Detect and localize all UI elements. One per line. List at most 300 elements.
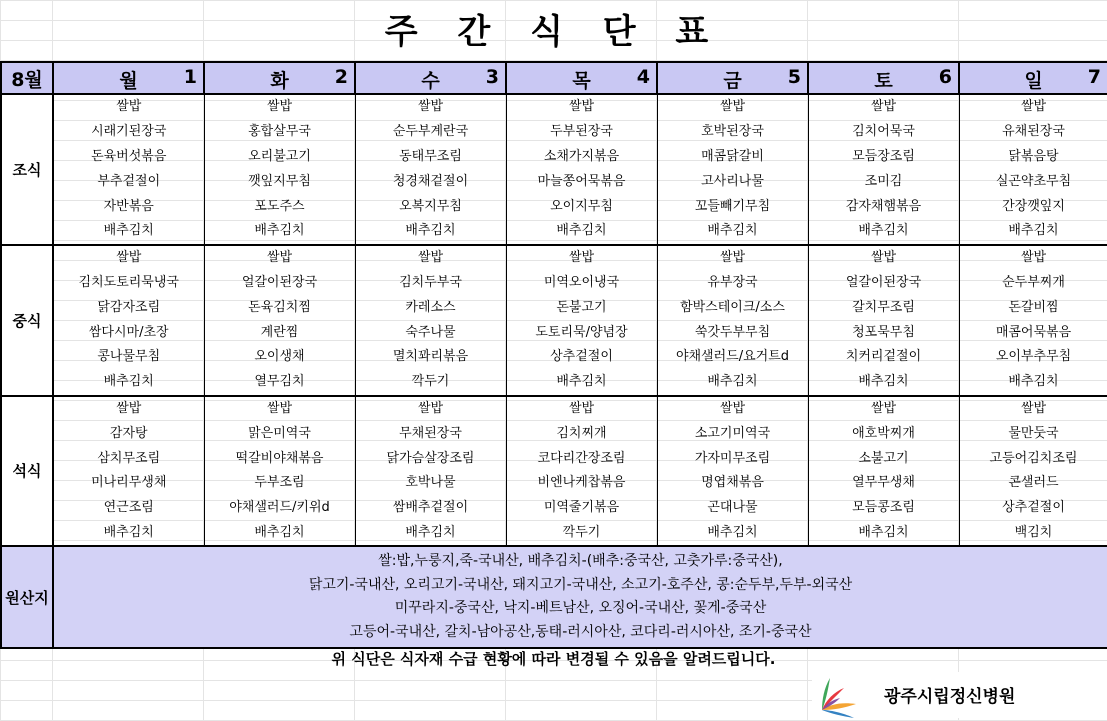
menu-item-text: 배추김치: [254, 524, 305, 540]
menu-item: [808, 145, 959, 170]
menu-item-text: 비엔나케찹볶음: [537, 475, 626, 491]
menu-item-text: 콘샐러드: [1008, 475, 1059, 491]
menu-item: [204, 145, 355, 170]
menu-item: [959, 169, 1107, 194]
menu-item-text: 쌀밥: [568, 99, 595, 115]
menu-item-text: 쌀밥: [1020, 400, 1047, 416]
menu-item: [506, 194, 657, 219]
day-name: 금: [723, 70, 742, 92]
menu-item: [53, 295, 204, 320]
menu-item-text: 오이생채: [254, 349, 305, 365]
menu-item-text: 동태무조림: [399, 148, 462, 164]
menu-item: [204, 219, 355, 245]
menu-item-text: 물만둣국: [1008, 425, 1059, 441]
origin-line: 미꾸라지-중국산, 낙지-베트남산, 오징어-국내산, 꽃게-중국산: [394, 600, 767, 617]
menu-row: [1, 169, 1107, 194]
menu-row: [1, 370, 1107, 396]
menu-item-text: 조미김: [864, 173, 903, 189]
menu-item: [657, 94, 808, 120]
menu-item: [657, 421, 808, 446]
menu-item: [204, 194, 355, 219]
menu-item: [959, 446, 1107, 471]
menu-item-text: 야채샐러드/키위d: [229, 500, 330, 516]
menu-item: [355, 370, 506, 396]
day-header: [355, 62, 506, 94]
menu-item-text: 두부조림: [254, 475, 305, 491]
day-number: 6: [938, 66, 952, 88]
menu-item: [808, 295, 959, 320]
menu-item-text: 간장깻잎지: [1002, 198, 1065, 214]
menu-item: [506, 521, 657, 547]
menu-item-text: 오복지무침: [399, 198, 462, 214]
menu-item: [506, 271, 657, 296]
menu-item: [657, 219, 808, 245]
menu-item-text: 김치도토리묵냉국: [78, 274, 179, 290]
menu-item: [657, 396, 808, 422]
menu-item-text: 카레소스: [405, 299, 456, 315]
menu-row: [1, 194, 1107, 219]
menu-item: [506, 169, 657, 194]
menu-item-text: 배추김치: [858, 524, 909, 540]
menu-row: [1, 446, 1107, 471]
menu-item: [506, 471, 657, 496]
menu-item-text: 열무무생채: [852, 475, 915, 491]
menu-item: [657, 194, 808, 219]
menu-item: [808, 245, 959, 271]
day-number: 1: [183, 66, 197, 88]
menu-item-text: 감자탕: [109, 425, 148, 441]
menu-item-text: 코다리간장조림: [537, 450, 626, 466]
origin-label: 원산지: [1, 546, 53, 648]
menu-item: [959, 120, 1107, 145]
menu-item-text: 깍두기: [562, 524, 601, 540]
menu-item: [657, 271, 808, 296]
menu-item-text: 맑은미역국: [248, 425, 311, 441]
menu-item-text: 쌀밥: [1020, 99, 1047, 115]
menu-item-text: 얼갈이된장국: [241, 274, 318, 290]
menu-item-text: 돈갈비찜: [1008, 299, 1059, 315]
notice-text: 위 식단은 식자재 수급 현황에 따라 변경될 수 있음을 알려드립니다.: [331, 650, 776, 668]
menu-item: [53, 496, 204, 521]
menu-item: [959, 370, 1107, 396]
weekly-menu-table: [0, 61, 1107, 649]
menu-item: [53, 320, 204, 345]
menu-item-text: 콩나물무침: [97, 349, 161, 365]
day-name: 토: [874, 70, 893, 92]
menu-item-text: 야채샐러드/요거트d: [675, 349, 790, 365]
menu-item-text: 소채가지볶음: [543, 148, 620, 164]
origin-row: [1, 546, 1107, 648]
menu-item: [506, 145, 657, 170]
menu-item: [959, 145, 1107, 170]
menu-item: [657, 245, 808, 271]
menu-item-text: 모듬장조림: [852, 148, 915, 164]
menu-item-text: 무채된장국: [399, 425, 462, 441]
menu-row: [1, 421, 1107, 446]
menu-item: [657, 320, 808, 345]
menu-item: [204, 120, 355, 145]
menu-item: [204, 271, 355, 296]
menu-item-text: 쌀밥: [266, 250, 293, 266]
menu-item: [808, 271, 959, 296]
menu-item: [959, 421, 1107, 446]
menu-item: [959, 219, 1107, 245]
menu-item: [204, 396, 355, 422]
menu-item-text: 실곤약초무침: [995, 173, 1072, 189]
hospital-signature: [812, 672, 1107, 718]
menu-item: [53, 94, 204, 120]
menu-item-text: 백김치: [1014, 524, 1053, 540]
menu-item-text: 상추겉절이: [1002, 500, 1065, 516]
menu-item-text: 계란찜: [260, 324, 299, 340]
menu-item-text: 연근조림: [103, 500, 154, 516]
menu-item: [204, 169, 355, 194]
menu-item-text: 배추김치: [103, 524, 154, 540]
menu-item: [808, 169, 959, 194]
menu-item-text: 닭볶음탕: [1008, 148, 1059, 164]
menu-item: [506, 219, 657, 245]
origin-line: 고등어-국내산, 갈치-남아공산,동태-러시아산, 코다리-러시아산, 조기-중국산: [349, 623, 812, 640]
menu-item: [657, 370, 808, 396]
menu-item: [53, 145, 204, 170]
menu-item-text: 배추김치: [858, 223, 909, 239]
menu-item: [204, 320, 355, 345]
menu-item-text: 배추김치: [1008, 374, 1059, 390]
menu-item: [959, 320, 1107, 345]
menu-row: [1, 145, 1107, 170]
menu-item: [355, 521, 506, 547]
menu-item-text: 소불고기: [858, 450, 909, 466]
menu-item: [355, 271, 506, 296]
menu-item-text: 호박된장국: [701, 124, 764, 140]
menu-item-text: 쌀밥: [568, 250, 595, 266]
menu-item: [355, 194, 506, 219]
menu-item: [204, 94, 355, 120]
day-number: 5: [787, 66, 801, 88]
menu-item-text: 상추겉절이: [550, 349, 613, 365]
meal-label: 중식: [1, 245, 53, 396]
day-header: [657, 62, 808, 94]
menu-item-text: 소고기미역국: [694, 425, 771, 441]
menu-item-text: 오이지무침: [550, 198, 613, 214]
menu-item-text: 삼치무조림: [97, 450, 161, 466]
menu-item: [355, 245, 506, 271]
menu-item-text: 배추김치: [405, 223, 456, 239]
menu-item: [53, 271, 204, 296]
menu-item-text: 매콤닭갈비: [701, 148, 764, 164]
menu-item-text: 미역오이냉국: [543, 274, 620, 290]
origin-line: 쌀:밥,누룽지,죽-국내산, 배추김치-(배추:중국산, 고춧가루:중국산),: [378, 553, 783, 570]
menu-item: [959, 245, 1107, 271]
menu-item-text: 포도주스: [254, 198, 305, 214]
menu-item-text: 숙주나물: [405, 324, 456, 340]
menu-item: [506, 446, 657, 471]
menu-item-text: 쌀밥: [719, 99, 746, 115]
menu-item: [204, 496, 355, 521]
menu-item: [355, 446, 506, 471]
menu-item: [808, 446, 959, 471]
menu-item-text: 모듬콩조림: [852, 500, 915, 516]
menu-item-text: 쌈다시마/초장: [88, 324, 169, 340]
menu-item-text: 두부된장국: [550, 124, 613, 140]
menu-item: [53, 471, 204, 496]
menu-item: [53, 421, 204, 446]
menu-item: [657, 496, 808, 521]
menu-row: [1, 245, 1107, 271]
menu-item: [53, 219, 204, 245]
day-name: 수: [421, 70, 440, 92]
menu-item: [808, 396, 959, 422]
menu-item-text: 배추김치: [556, 374, 607, 390]
menu-row: [1, 396, 1107, 422]
menu-item: [355, 120, 506, 145]
menu-item: [355, 219, 506, 245]
menu-row: [1, 345, 1107, 370]
menu-item: [355, 396, 506, 422]
menu-item: [204, 295, 355, 320]
menu-item-text: 갈치무조림: [852, 299, 915, 315]
menu-item: [355, 295, 506, 320]
menu-item: [959, 471, 1107, 496]
menu-item-text: 유채된장국: [1002, 124, 1065, 140]
day-name: 목: [572, 70, 591, 92]
menu-item: [53, 521, 204, 547]
day-name: 월: [119, 70, 138, 92]
menu-item: [657, 120, 808, 145]
menu-item-text: 매콤어묵볶음: [995, 324, 1072, 340]
menu-item-text: 순두부계란국: [392, 124, 469, 140]
day-name: 화: [270, 70, 289, 92]
menu-item-text: 치커리겉절이: [845, 349, 922, 365]
menu-item-text: 열무김치: [254, 374, 305, 390]
menu-item: [53, 120, 204, 145]
menu-item-text: 배추김치: [707, 524, 758, 540]
menu-item-text: 쌀밥: [870, 99, 897, 115]
menu-item-text: 배추김치: [556, 223, 607, 239]
menu-item: [53, 194, 204, 219]
day-number: 7: [1087, 66, 1101, 88]
menu-item-text: 쌀밥: [417, 99, 444, 115]
menu-item-text: 꼬들빼기무침: [694, 198, 771, 214]
menu-item: [204, 421, 355, 446]
menu-item-text: 애호박찌개: [852, 425, 915, 441]
menu-item: [53, 396, 204, 422]
menu-item: [506, 421, 657, 446]
menu-item: [808, 345, 959, 370]
menu-item: [506, 496, 657, 521]
menu-item: [506, 245, 657, 271]
menu-item-text: 청경채겉절이: [392, 173, 469, 189]
menu-item: [506, 320, 657, 345]
menu-item-text: 쑥갓두부무침: [694, 324, 771, 340]
menu-item: [959, 271, 1107, 296]
menu-item-text: 쌀밥: [719, 250, 746, 266]
menu-item-text: 배추김치: [103, 374, 154, 390]
menu-item: [808, 496, 959, 521]
menu-item: [808, 421, 959, 446]
menu-item-text: 유부장국: [707, 274, 758, 290]
menu-item: [53, 446, 204, 471]
day-header: [204, 62, 355, 94]
menu-item-text: 쌀밥: [266, 99, 293, 115]
day-number: 2: [334, 66, 348, 88]
menu-item: [506, 94, 657, 120]
menu-item: [959, 396, 1107, 422]
menu-item: [657, 521, 808, 547]
menu-item: [355, 421, 506, 446]
menu-row: [1, 496, 1107, 521]
menu-item-text: 돈육김치찜: [248, 299, 311, 315]
menu-item: [657, 471, 808, 496]
menu-item-text: 미나리무생채: [91, 475, 167, 491]
menu-item: [355, 496, 506, 521]
menu-row: [1, 120, 1107, 145]
menu-item-text: 쌀밥: [1020, 250, 1047, 266]
menu-item-text: 자반볶음: [103, 198, 154, 214]
menu-item: [808, 320, 959, 345]
month-label: 8월: [1, 62, 53, 94]
menu-item-text: 쌀밥: [568, 400, 595, 416]
menu-item: [204, 345, 355, 370]
day-number: 4: [636, 66, 650, 88]
menu-item: [355, 471, 506, 496]
menu-item-text: 쌀밥: [870, 250, 897, 266]
menu-item: [657, 446, 808, 471]
menu-item: [355, 320, 506, 345]
menu-item-text: 고사리나물: [701, 173, 764, 189]
menu-item: [204, 521, 355, 547]
menu-item-text: 떡갈비야채볶음: [235, 450, 324, 466]
menu-item: [959, 94, 1107, 120]
menu-row: [1, 471, 1107, 496]
menu-item-text: 도토리묵/양념장: [535, 324, 628, 340]
menu-item-text: 홍합살무국: [248, 124, 311, 140]
menu-item: [808, 370, 959, 396]
menu-item: [657, 295, 808, 320]
menu-item: [53, 245, 204, 271]
menu-item: [53, 345, 204, 370]
menu-item-text: 얼갈이된장국: [845, 274, 922, 290]
menu-item: [959, 496, 1107, 521]
menu-item-text: 쌀밥: [266, 400, 293, 416]
menu-item-text: 깍두기: [411, 374, 450, 390]
menu-item-text: 닭가슴살장조림: [386, 450, 475, 466]
menu-item-text: 쌀밥: [116, 250, 142, 266]
hospital-name: 광주시립정신병원: [884, 687, 1016, 707]
menu-item-text: 마늘쫑어묵볶음: [537, 173, 626, 189]
meal-label: 석식: [1, 396, 53, 547]
origin-info: [53, 546, 1107, 648]
menu-item-text: 고등어김치조림: [989, 450, 1078, 466]
menu-row: [1, 219, 1107, 245]
menu-item-text: 가자미무조림: [694, 450, 771, 466]
menu-item-text: 쌀밥: [116, 400, 142, 416]
menu-row: [1, 295, 1107, 320]
menu-item-text: 감자채햄볶음: [845, 198, 922, 214]
menu-item: [808, 219, 959, 245]
menu-item-text: 곤대나물: [707, 500, 758, 516]
menu-item-text: 미역줄기볶음: [543, 500, 620, 516]
menu-item-text: 쌈배추겉절이: [392, 500, 469, 516]
menu-item: [506, 120, 657, 145]
menu-item-text: 명엽채볶음: [701, 475, 764, 491]
menu-item-text: 청포묵무침: [852, 324, 915, 340]
menu-item-text: 오리불고기: [248, 148, 311, 164]
menu-item-text: 오이부추무침: [995, 349, 1072, 365]
page-title: 주 간 식 단 표: [384, 12, 723, 52]
menu-item: [204, 370, 355, 396]
menu-item-text: 쌀밥: [417, 250, 444, 266]
menu-item-text: 호박나물: [405, 475, 456, 491]
menu-item-text: 김치어묵국: [852, 124, 915, 140]
menu-item: [959, 295, 1107, 320]
menu-item-text: 시래기된장국: [91, 124, 167, 140]
menu-item: [355, 345, 506, 370]
menu-item-text: 돈불고기: [556, 299, 607, 315]
menu-item: [204, 446, 355, 471]
menu-item: [204, 245, 355, 271]
menu-row: [1, 271, 1107, 296]
menu-row: [1, 521, 1107, 547]
day-header: [959, 62, 1107, 94]
day-header: [53, 62, 204, 94]
menu-item-text: 멸치꽈리볶음: [392, 349, 469, 365]
menu-item: [506, 345, 657, 370]
menu-item: [204, 471, 355, 496]
menu-item: [959, 345, 1107, 370]
menu-item: [506, 295, 657, 320]
header-row: [1, 62, 1107, 94]
origin-line: 닭고기-국내산, 오리고기-국내산, 돼지고기-국내산, 소고기-호주산, 콩:순두부,두부-외국산: [308, 576, 853, 593]
menu-item: [657, 169, 808, 194]
menu-item-text: 돈육버섯볶음: [91, 148, 167, 164]
menu-item: [808, 521, 959, 547]
menu-item-text: 김치두부국: [399, 274, 462, 290]
menu-item-text: 순두부찌개: [1002, 274, 1065, 290]
menu-item-text: 김치찌개: [556, 425, 607, 441]
menu-item: [355, 169, 506, 194]
menu-item-text: 배추김치: [707, 223, 758, 239]
menu-item: [959, 194, 1107, 219]
hospital-logo-icon: [812, 674, 872, 718]
day-header: [506, 62, 657, 94]
menu-item-text: 배추김치: [103, 223, 154, 239]
day-number: 3: [485, 66, 499, 88]
menu-item: [808, 120, 959, 145]
day-name: 일: [1024, 70, 1043, 92]
menu-item: [808, 471, 959, 496]
menu-item: [53, 370, 204, 396]
menu-item: [506, 370, 657, 396]
menu-row: [1, 320, 1107, 345]
menu-item: [657, 145, 808, 170]
menu-item-text: 쌀밥: [719, 400, 746, 416]
menu-item: [506, 396, 657, 422]
menu-item: [657, 345, 808, 370]
menu-item-text: 배추김치: [1008, 223, 1059, 239]
menu-item-text: 배추김치: [254, 223, 305, 239]
day-header: [808, 62, 959, 94]
menu-item-text: 배추김치: [858, 374, 909, 390]
menu-item-text: 닭감자조림: [97, 299, 161, 315]
menu-item: [808, 94, 959, 120]
menu-item: [53, 169, 204, 194]
menu-item-text: 부추겉절이: [97, 173, 161, 189]
menu-item-text: 깻잎지무침: [248, 173, 311, 189]
menu-item: [355, 145, 506, 170]
menu-item: [808, 194, 959, 219]
menu-item-text: 배추김치: [405, 524, 456, 540]
